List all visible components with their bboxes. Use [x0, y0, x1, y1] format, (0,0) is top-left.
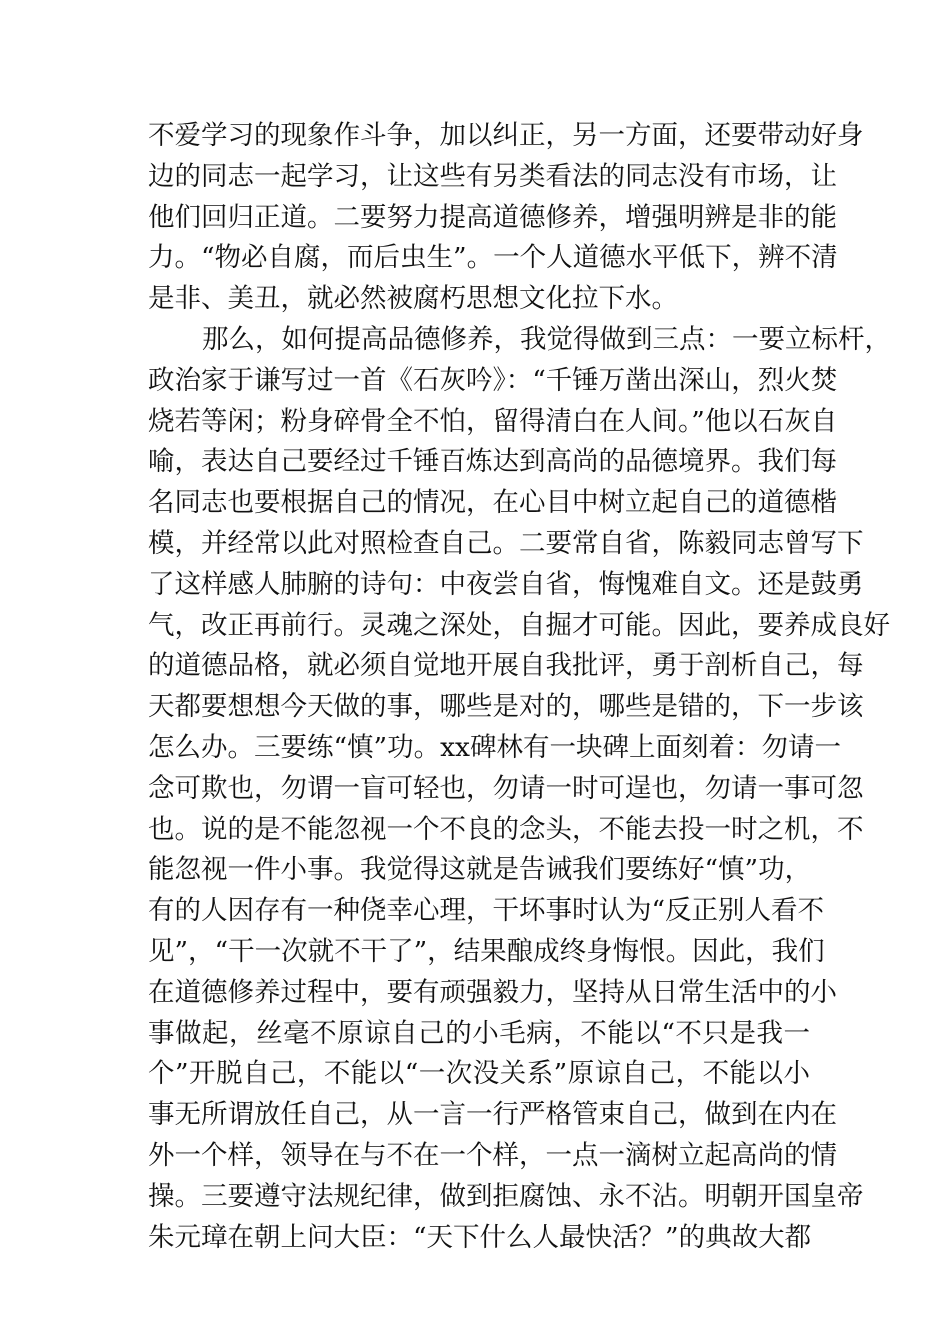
text-line: 外一个样，领导在与不在一个样，一点一滴树立起高尚的情	[148, 1139, 837, 1171]
text-line: 名同志也要根据自己的情况，在心目中树立起自己的道德楷	[148, 487, 837, 519]
text-line: 喻，表达自己要经过千锤百炼达到高尚的品德境界。我们每	[148, 446, 837, 478]
text-line: 气，改正再前行。灵魂之深处，自掘才可能。因此，要养成良好	[148, 609, 890, 641]
text-line: 能忽视一件小事。我觉得这就是告诫我们要练好“慎”功，	[148, 854, 812, 886]
paragraph-first-line: 那么，如何提高品德修养，我觉得做到三点：一要立标杆，	[202, 323, 891, 355]
text-line: 也。说的是不能忽视一个不良的念头，不能去投一时之机，不	[148, 813, 864, 845]
document-body	[148, 116, 891, 1258]
text-line: 政治家于谦写过一首《石灰吟》：“千锤万凿出深山，烈火焚	[148, 364, 838, 396]
text-line: 见”，“干一次就不干了”，结果酿成终身悔恨。因此，我们	[148, 935, 825, 967]
text-line: 有的人因存有一种侥幸心理，干坏事时认为“反正别人看不	[148, 895, 825, 927]
text-line: 个”开脱自己，不能以“一次没关系”原谅自己，不能以小	[148, 1058, 810, 1090]
text-line: 操。三要遵守法规纪律，做到拒腐蚀、永不沾。明朝开国皇帝	[148, 1180, 864, 1212]
text-line: 边的同志一起学习，让这些有另类看法的同志没有市场，让	[148, 160, 837, 192]
text-line: 在道德修养过程中，要有顽强毅力，坚持从日常生活中的小	[148, 976, 837, 1008]
text-line: 怎么办。三要练“慎”功。xx碑林有一块碑上面刻着：勿请一	[148, 731, 841, 763]
text-line: 事无所谓放任自己，从一言一行严格管束自己，做到在内在	[148, 1099, 837, 1131]
text-line: 他们回归正道。二要努力提高道德修养，增强明辨是非的能	[148, 201, 837, 233]
text-line: 事做起，丝毫不原谅自己的小毛病，不能以“不只是我一	[148, 1017, 810, 1049]
text-line: 天都要想想今天做的事，哪些是对的，哪些是错的，下一步该	[148, 691, 864, 723]
text-line: 力。“物必自腐，而后虫生”。一个人道德水平低下，辨不清	[148, 242, 838, 274]
text-line: 念可欺也，勿谓一盲可轻也，勿请一时可逞也，勿请一事可忽	[148, 772, 864, 804]
text-line: 是非、美丑，就必然被腐朽思想文化拉下水。	[148, 283, 678, 315]
text-line: 烧若等闲；粉身碎骨全不怕，留得清白在人间。”他以石灰自	[148, 405, 838, 437]
text-line: 了这样感人肺腑的诗句：中夜尝自省，悔愧难自文。还是鼓勇	[148, 568, 864, 600]
text-line: 的道德品格，就必须自觉地开展自我批评，勇于剖析自己，每	[148, 650, 864, 682]
text-line: 朱元璋在朝上问大臣：“天下什么人最快活？”的典故大都	[148, 1221, 812, 1253]
text-line: 不爱学习的现象作斗争，加以纠正，另一方面，还要带动好身	[148, 120, 864, 151]
text-line: 模，并经常以此对照检查自己。二要常自省，陈毅同志曾写下	[148, 527, 864, 559]
